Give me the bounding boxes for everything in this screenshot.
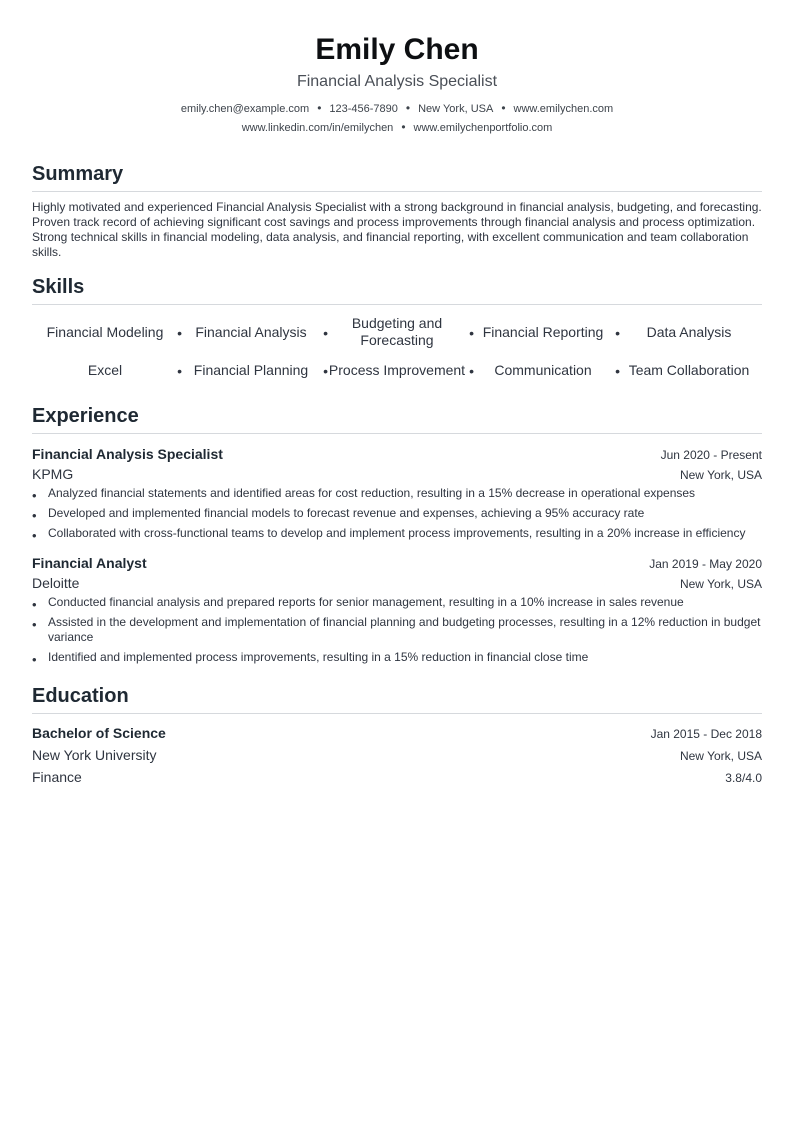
contact-line-2 (32, 118, 762, 137)
bullet-text: Assisted in the development and implementation of financial planning and budgeting processes, resulting in a 12% reduction in budget variance (48, 615, 761, 644)
bullet-text: Identified and implemented process improvements, resulting in a 15% reduction in financial close time (48, 650, 589, 664)
skill-separator: • (615, 363, 620, 379)
experience-entry (32, 444, 762, 541)
skill-separator: • (469, 363, 474, 379)
skill-label: Data Analysis (646, 323, 732, 340)
skill-label: Budgeting and Forecasting (351, 315, 443, 348)
list-item (32, 526, 762, 541)
edu-school-row (32, 745, 762, 767)
contact-website[interactable]: www.emilychen.com (513, 103, 614, 115)
job-title: Financial Analyst (32, 555, 147, 571)
skill-separator: • (615, 325, 620, 341)
skill-separator: • (177, 363, 182, 379)
skill-label: Process Improvement (328, 361, 466, 378)
skill-item (616, 351, 762, 389)
skill-item (32, 313, 182, 351)
skills-section (32, 274, 762, 389)
bullet-text: Conducted financial analysis and prepared reports for senior management, resulting in a 10% increase in sales revenue (48, 595, 684, 609)
job-dates: Jan 2019 - May 2020 (649, 557, 762, 571)
skill-item (324, 351, 474, 389)
skill-label: Financial Analysis (195, 323, 307, 340)
skill-separator: • (177, 325, 182, 341)
bullet-dot: • (32, 652, 37, 667)
list-item (32, 486, 762, 501)
entry-company-row (32, 573, 762, 594)
entry-header-row (32, 444, 762, 464)
skill-item (470, 313, 620, 351)
contact-linkedin[interactable]: www.linkedin.com/in/emilychen (241, 122, 394, 134)
gpa-value: 3.8/4.0 (725, 771, 762, 785)
bullet-dot: • (32, 488, 37, 503)
skill-item (324, 313, 474, 351)
summary-text: Highly motivated and experienced Financial Analysis Specialist with a strong background in financial analysis, budgeting, and forecasting. Proven track record of achieving significant cost savings and process improvements through financial analysis and process optimization. Strong technical skills in financial modeling, data analysis, and financial reporting, with excellent communication and team collaboration skills. (32, 200, 762, 259)
skill-label: Financial Reporting (482, 323, 604, 340)
contact-separator: • (405, 101, 411, 115)
skill-item (178, 313, 328, 351)
bullet-dot: • (32, 508, 37, 523)
company-name: Deloitte (32, 575, 80, 591)
job-dates: Jun 2020 - Present (660, 448, 762, 462)
contact-phone[interactable]: 123-456-7890 (329, 103, 398, 115)
contact-email[interactable]: emily.chen@example.com (180, 103, 310, 115)
skill-label: Excel (87, 361, 123, 378)
resume-header (32, 0, 762, 137)
list-item (32, 506, 762, 521)
skills-grid (32, 313, 762, 389)
degree-name: Bachelor of Science (32, 725, 166, 741)
experience-section (32, 403, 762, 665)
school-location: New York, USA (679, 749, 762, 763)
job-location: New York, USA (679, 577, 762, 591)
skill-item (616, 313, 762, 351)
experience-heading: Experience (32, 403, 762, 434)
job-location: New York, USA (679, 468, 762, 482)
contact-location: New York, USA (418, 103, 494, 115)
skill-separator: • (323, 363, 328, 379)
bullet-text: Collaborated with cross-functional teams to develop and implement process improvements, resulting in a 20% increase in efficiency (48, 526, 746, 540)
list-item (32, 615, 762, 645)
candidate-title: Financial Analysis Specialist (296, 73, 498, 90)
education-section (32, 683, 762, 789)
contact-separator: • (317, 101, 322, 115)
skill-label: Communication (494, 361, 592, 378)
skill-separator: • (469, 325, 474, 341)
skill-label: Financial Modeling (46, 323, 164, 340)
skill-label: Financial Planning (193, 361, 309, 378)
education-dates: Jan 2015 - Dec 2018 (650, 727, 762, 741)
bullet-dot: • (32, 528, 37, 543)
school-name: New York University (32, 747, 157, 763)
bullet-dot: • (32, 617, 37, 632)
skill-label: Team Collaboration (628, 361, 750, 378)
bullet-text: Developed and implemented financial models to forecast revenue and expenses, achieving a 95% accuracy rate (48, 506, 645, 520)
contact-line-1 (32, 99, 762, 118)
summary-heading: Summary (32, 161, 762, 192)
skill-item (32, 351, 182, 389)
experience-entry (32, 553, 762, 665)
list-item (32, 650, 762, 665)
job-bullets (32, 595, 762, 665)
bullet-dot: • (32, 597, 37, 612)
contact-separator: • (401, 120, 406, 134)
contact-portfolio[interactable]: www.emilychenportfolio.com (413, 122, 553, 134)
company-name: KPMG (32, 466, 74, 482)
entry-header-row (32, 553, 762, 573)
job-title: Financial Analysis Specialist (32, 446, 223, 462)
edu-field-row (32, 767, 762, 789)
skill-item (470, 351, 620, 389)
bullet-text: Analyzed financial statements and identified areas for cost reduction, resulting in a 15% decrease in operational expenses (48, 486, 696, 500)
education-entry (32, 723, 762, 789)
skill-item (178, 351, 328, 389)
summary-section (32, 161, 762, 260)
edu-degree-row (32, 723, 762, 745)
candidate-name: Emily Chen (315, 33, 479, 66)
field-of-study: Finance (32, 769, 82, 785)
skills-heading: Skills (32, 274, 762, 305)
list-item (32, 595, 762, 610)
job-bullets (32, 486, 762, 541)
contact-separator: • (501, 101, 506, 115)
entry-company-row (32, 464, 762, 485)
skill-separator: • (323, 325, 328, 341)
education-heading: Education (32, 683, 762, 714)
